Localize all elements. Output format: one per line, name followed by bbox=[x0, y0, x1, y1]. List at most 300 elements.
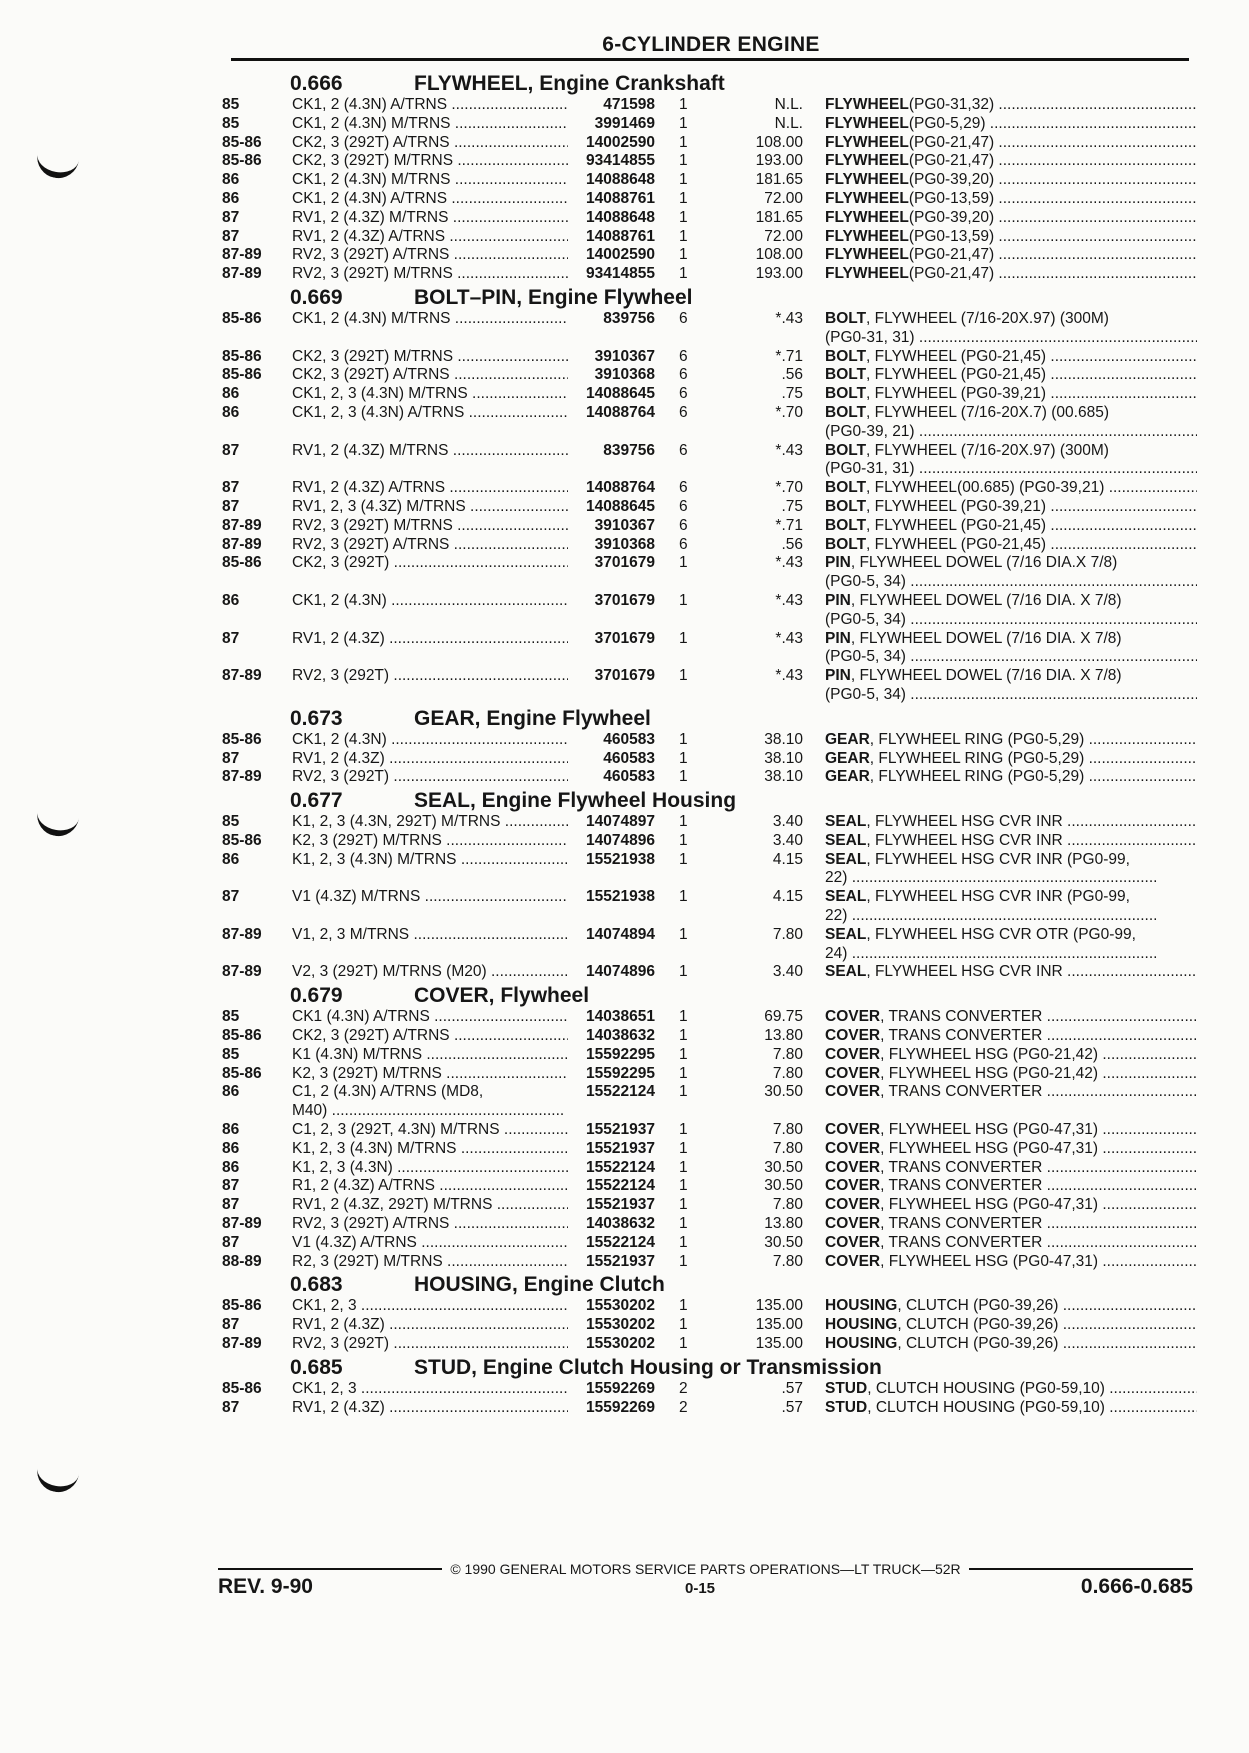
application bbox=[292, 1380, 568, 1399]
quantity: 6 bbox=[679, 441, 688, 459]
description-line bbox=[825, 310, 1197, 329]
part-row bbox=[222, 1196, 1197, 1215]
application-line: RV2, 3 (292T) ..... bbox=[292, 768, 568, 787]
description-line bbox=[825, 1196, 1197, 1215]
description-text: , FLYWHEEL HSG (PG0-21,42) bbox=[880, 1064, 1099, 1082]
application-line: CK2, 3 (292T) A/TRNS ..... bbox=[292, 134, 568, 153]
price: 3.40 bbox=[772, 963, 803, 981]
part-row bbox=[222, 265, 1197, 284]
description-keyword: GEAR bbox=[825, 768, 870, 786]
price: *.71 bbox=[775, 516, 803, 534]
price: 193.00 bbox=[755, 265, 803, 283]
application bbox=[292, 1215, 568, 1234]
description-keyword: FLYWHEEL bbox=[825, 114, 909, 132]
application bbox=[292, 1159, 568, 1178]
description bbox=[825, 1065, 1197, 1084]
model-year: 87-89 bbox=[222, 265, 262, 283]
model-year: 86 bbox=[222, 850, 240, 868]
price: 38.10 bbox=[764, 768, 803, 786]
description-text: , TRANS CONVERTER bbox=[880, 1008, 1043, 1026]
description-text: (PG0-13,59) bbox=[908, 227, 995, 245]
description-text: (PG0-21,47) bbox=[908, 246, 995, 264]
price: 181.65 bbox=[755, 208, 803, 226]
quantity: 1 bbox=[679, 888, 688, 906]
description-keyword: HOUSING bbox=[825, 1297, 898, 1315]
price: .57 bbox=[781, 1398, 803, 1416]
model-year: 85-86 bbox=[222, 1379, 262, 1397]
part-number: 471598 bbox=[603, 96, 655, 113]
part-row bbox=[222, 1159, 1197, 1178]
description bbox=[825, 171, 1197, 190]
part-row bbox=[222, 1177, 1197, 1196]
part-number: 15521937 bbox=[586, 1252, 655, 1270]
quantity: 6 bbox=[679, 385, 688, 403]
description-line bbox=[825, 630, 1197, 649]
part-number: 3910367 bbox=[594, 347, 655, 365]
price: 108.00 bbox=[755, 133, 803, 151]
application-line: R2, 3 (292T) M/TRNS ..... bbox=[292, 1253, 568, 1272]
page-title: 6-CYLINDER ENGINE bbox=[602, 33, 820, 56]
application-line: V1 (4.3Z) A/TRNS ..... bbox=[292, 1234, 568, 1253]
model-year: 85-86 bbox=[222, 730, 262, 748]
description bbox=[825, 209, 1197, 228]
application bbox=[292, 813, 568, 832]
description-line bbox=[825, 1027, 1197, 1046]
description bbox=[825, 442, 1197, 480]
part-row bbox=[222, 1335, 1197, 1354]
model-year: 87-89 bbox=[222, 768, 262, 786]
part-row bbox=[222, 768, 1197, 787]
section-header bbox=[222, 1271, 1197, 1297]
application bbox=[292, 1008, 568, 1027]
application bbox=[292, 190, 568, 209]
part-row bbox=[222, 1140, 1197, 1159]
model-year: 86 bbox=[222, 1083, 240, 1101]
quantity: 1 bbox=[679, 227, 688, 245]
part-row bbox=[222, 963, 1197, 982]
description-text: , FLYWHEEL HSG CVR INR bbox=[866, 813, 1063, 831]
part-number: 3910367 bbox=[594, 516, 655, 534]
description-text: (PG0-21,47) bbox=[908, 133, 995, 151]
part-number: 460583 bbox=[603, 730, 655, 748]
application-line: RV1, 2, 3 (4.3Z) M/TRNS ..... bbox=[292, 498, 568, 517]
description-keyword: SEAL bbox=[825, 813, 867, 831]
description-line bbox=[825, 96, 1197, 115]
description-text: , FLYWHEEL (PG0-21,45) bbox=[866, 535, 1047, 553]
price: 108.00 bbox=[755, 246, 803, 264]
description-text: , FLYWHEEL (7/16-20X.7) (00.685) bbox=[866, 403, 1109, 421]
application bbox=[292, 1335, 568, 1354]
application bbox=[292, 592, 568, 611]
part-number: 15521938 bbox=[586, 888, 655, 906]
part-number: 3701679 bbox=[594, 591, 655, 609]
model-year: 87 bbox=[222, 1196, 240, 1214]
description-keyword: SEAL bbox=[825, 850, 867, 868]
description-keyword: COVER bbox=[825, 1196, 881, 1214]
application-line: CK1, 2 (4.3N) A/TRNS ..... bbox=[292, 96, 568, 115]
description-text: 24) bbox=[825, 944, 848, 962]
quantity: 1 bbox=[679, 1045, 688, 1063]
application-line: CK1, 2, 3 (4.3N) M/TRNS ..... bbox=[292, 385, 568, 404]
section-number: 0.677 bbox=[290, 789, 343, 813]
part-row bbox=[222, 851, 1197, 889]
description bbox=[825, 190, 1197, 209]
application bbox=[292, 1027, 568, 1046]
price: N.L. bbox=[774, 114, 803, 132]
description-line bbox=[825, 768, 1197, 787]
model-year: 85-86 bbox=[222, 309, 262, 327]
part-row bbox=[222, 115, 1197, 134]
description-keyword: BOLT bbox=[825, 309, 867, 327]
description bbox=[825, 963, 1197, 982]
description-line bbox=[825, 329, 1197, 348]
description-line bbox=[825, 1159, 1197, 1178]
part-number: 15522124 bbox=[586, 1233, 655, 1251]
section-title: HOUSING, Engine Clutch bbox=[414, 1273, 665, 1297]
description-text: , TRANS CONVERTER bbox=[880, 1233, 1043, 1251]
model-year: 87-89 bbox=[222, 516, 262, 534]
description-text: (PG0-31, 31) bbox=[825, 460, 915, 478]
application-line: CK1, 2 (4.3N) M/TRNS ..... bbox=[292, 115, 568, 134]
description bbox=[825, 1399, 1197, 1418]
part-number: 14088645 bbox=[586, 385, 655, 403]
description bbox=[825, 228, 1197, 247]
part-row bbox=[222, 1008, 1197, 1027]
quantity: 1 bbox=[679, 1139, 688, 1157]
application-line: RV2, 3 (292T) A/TRNS ..... bbox=[292, 1215, 568, 1234]
price: *.70 bbox=[775, 403, 803, 421]
price: *.43 bbox=[775, 309, 803, 327]
description-keyword: PIN bbox=[825, 629, 851, 647]
application bbox=[292, 1253, 568, 1272]
quantity: 1 bbox=[679, 925, 688, 943]
price: N.L. bbox=[774, 96, 803, 113]
application bbox=[292, 1065, 568, 1084]
part-number: 839756 bbox=[603, 309, 655, 327]
description-line bbox=[825, 1253, 1197, 1272]
application-line: CK2, 3 (292T) A/TRNS ..... bbox=[292, 366, 568, 385]
part-number: 14038632 bbox=[586, 1215, 655, 1233]
description-text: (PG0-39,20) bbox=[908, 171, 995, 189]
section-title: STUD, Engine Clutch Housing or Transmission bbox=[414, 1355, 882, 1379]
description-keyword: FLYWHEEL bbox=[825, 96, 909, 113]
price: 7.80 bbox=[772, 925, 803, 943]
part-number: 15592269 bbox=[586, 1398, 655, 1416]
price: 181.65 bbox=[755, 171, 803, 189]
quantity: 1 bbox=[679, 265, 688, 283]
description-line bbox=[825, 498, 1197, 517]
price: 7.80 bbox=[772, 1252, 803, 1270]
model-year: 87 bbox=[222, 1177, 240, 1195]
model-year: 87-89 bbox=[222, 667, 262, 685]
description-keyword: FLYWHEEL bbox=[825, 189, 909, 207]
part-number: 3701679 bbox=[594, 667, 655, 685]
application bbox=[292, 731, 568, 750]
part-number: 3701679 bbox=[594, 554, 655, 572]
part-number: 14038632 bbox=[586, 1027, 655, 1045]
description-keyword: HOUSING bbox=[825, 1335, 898, 1353]
description-text: (PG0-31,32) bbox=[908, 96, 995, 113]
price: *.70 bbox=[775, 479, 803, 497]
description-keyword: BOLT bbox=[825, 366, 867, 384]
quantity: 2 bbox=[679, 1379, 688, 1397]
price: .75 bbox=[781, 385, 803, 403]
part-number: 3991469 bbox=[594, 114, 655, 132]
part-row bbox=[222, 1027, 1197, 1046]
description-text: , FLYWHEEL (PG0-39,21) bbox=[866, 385, 1047, 403]
description-keyword: FLYWHEEL bbox=[825, 171, 909, 189]
part-number: 15522124 bbox=[586, 1083, 655, 1101]
part-row bbox=[222, 1297, 1197, 1316]
model-year: 86 bbox=[222, 189, 240, 207]
description-text: , TRANS CONVERTER bbox=[880, 1158, 1043, 1176]
part-row bbox=[222, 926, 1197, 964]
application bbox=[292, 750, 568, 769]
part-row bbox=[222, 479, 1197, 498]
application bbox=[292, 630, 568, 649]
part-number: 15530202 bbox=[586, 1316, 655, 1334]
description-keyword: BOLT bbox=[825, 441, 867, 459]
description bbox=[825, 888, 1197, 926]
description-text: , TRANS CONVERTER bbox=[880, 1027, 1043, 1045]
description-text: , FLYWHEEL HSG (PG0-47,31) bbox=[880, 1121, 1099, 1139]
description-keyword: SEAL bbox=[825, 831, 867, 849]
description-text: (PG0-5,29) bbox=[908, 114, 986, 132]
model-year: 87-89 bbox=[222, 535, 262, 553]
description-text: (PG0-21,47) bbox=[908, 265, 995, 283]
application bbox=[292, 366, 568, 385]
application bbox=[292, 96, 568, 115]
quantity: 6 bbox=[679, 309, 688, 327]
price: 72.00 bbox=[764, 189, 803, 207]
description-line bbox=[825, 592, 1197, 611]
application-line: C1, 2 (4.3N) A/TRNS (MD8, bbox=[292, 1083, 484, 1101]
description-keyword: BOLT bbox=[825, 403, 867, 421]
description-line bbox=[825, 731, 1197, 750]
description-text: (PG0-31, 31) bbox=[825, 328, 915, 346]
quantity: 1 bbox=[679, 768, 688, 786]
description-line bbox=[825, 423, 1197, 442]
quantity: 1 bbox=[679, 1297, 688, 1315]
model-year: 85 bbox=[222, 114, 240, 132]
description-text: (PG0-13,59) bbox=[908, 189, 995, 207]
price: 7.80 bbox=[772, 1064, 803, 1082]
description-line bbox=[825, 611, 1197, 630]
part-number: 15521937 bbox=[586, 1121, 655, 1139]
application-line: C1, 2, 3 (292T, 4.3N) M/TRNS ..... bbox=[292, 1121, 568, 1140]
description-line bbox=[825, 1316, 1197, 1335]
description-text: , TRANS CONVERTER bbox=[880, 1083, 1043, 1101]
quantity: 1 bbox=[679, 629, 688, 647]
model-year: 87-89 bbox=[222, 1215, 262, 1233]
description-line bbox=[825, 750, 1197, 769]
description-text: , FLYWHEEL (PG0-21,45) bbox=[866, 516, 1047, 534]
application-line: CK1, 2, 3 (4.3N) A/TRNS ..... bbox=[292, 404, 568, 423]
application-line: V1, 2, 3 M/TRNS ..... bbox=[292, 926, 568, 945]
description bbox=[825, 265, 1197, 284]
part-row bbox=[222, 404, 1197, 442]
description-text: (PG0-21,47) bbox=[908, 152, 995, 170]
price: .75 bbox=[781, 497, 803, 515]
price: .57 bbox=[781, 1379, 803, 1397]
part-row bbox=[222, 1380, 1197, 1399]
description-text: , FLYWHEEL DOWEL (7/16 DIA.X 7/8) bbox=[850, 554, 1118, 572]
model-year: 87 bbox=[222, 227, 240, 245]
description-keyword: COVER bbox=[825, 1233, 881, 1251]
part-number: 460583 bbox=[603, 768, 655, 786]
application bbox=[292, 963, 568, 982]
description-line bbox=[825, 1297, 1197, 1316]
model-year: 85-86 bbox=[222, 831, 262, 849]
part-number: 14088645 bbox=[586, 497, 655, 515]
model-year: 87-89 bbox=[222, 246, 262, 264]
description-line bbox=[825, 573, 1197, 592]
description bbox=[825, 498, 1197, 517]
application bbox=[292, 1196, 568, 1215]
price: *.43 bbox=[775, 591, 803, 609]
part-row bbox=[222, 1399, 1197, 1418]
description-keyword: COVER bbox=[825, 1215, 881, 1233]
binder-hole-mark bbox=[34, 805, 80, 840]
price: 30.50 bbox=[764, 1158, 803, 1176]
application-line: RV1, 2 (4.3Z) M/TRNS ..... bbox=[292, 209, 568, 228]
description-line bbox=[825, 1177, 1197, 1196]
description-text: , FLYWHEEL HSG CVR INR (PG0-99, bbox=[866, 850, 1130, 868]
quantity: 1 bbox=[679, 189, 688, 207]
description bbox=[825, 630, 1197, 668]
application-line: RV1, 2 (4.3Z) ..... bbox=[292, 750, 568, 769]
description-text: , FLYWHEEL HSG (PG0-47,31) bbox=[880, 1252, 1099, 1270]
description bbox=[825, 348, 1197, 367]
application-line: RV1, 2 (4.3Z) ..... bbox=[292, 630, 568, 649]
quantity: 1 bbox=[679, 749, 688, 767]
section-number: 0.685 bbox=[290, 1355, 343, 1379]
application bbox=[292, 536, 568, 555]
description bbox=[825, 1335, 1197, 1354]
price: *.43 bbox=[775, 441, 803, 459]
description-text: , FLYWHEEL HSG CVR INR bbox=[866, 831, 1063, 849]
price: 7.80 bbox=[772, 1121, 803, 1139]
description-keyword: COVER bbox=[825, 1177, 881, 1195]
application-line: K1, 2, 3 (4.3N) M/TRNS ..... bbox=[292, 851, 568, 870]
description-text: , FLYWHEEL(00.685) (PG0-39,21) bbox=[866, 479, 1105, 497]
price: 69.75 bbox=[764, 1008, 803, 1026]
quantity: 1 bbox=[679, 730, 688, 748]
description bbox=[825, 1234, 1197, 1253]
description-line bbox=[825, 404, 1197, 423]
price: 13.80 bbox=[764, 1215, 803, 1233]
quantity: 1 bbox=[679, 1196, 688, 1214]
part-row bbox=[222, 813, 1197, 832]
description bbox=[825, 1380, 1197, 1399]
section-number: 0.679 bbox=[290, 984, 343, 1008]
quantity: 1 bbox=[679, 152, 688, 170]
description-line bbox=[825, 869, 1197, 888]
application-line: R1, 2 (4.3Z) A/TRNS ..... bbox=[292, 1177, 568, 1196]
price: 135.00 bbox=[755, 1335, 803, 1353]
part-number: 14088761 bbox=[586, 189, 655, 207]
price: 7.80 bbox=[772, 1196, 803, 1214]
model-year: 85-86 bbox=[222, 1297, 262, 1315]
description-line bbox=[825, 888, 1197, 907]
footer-revision: REV. 9-90 bbox=[218, 1575, 313, 1598]
description-keyword: FLYWHEEL bbox=[825, 208, 909, 226]
part-number: 14002590 bbox=[586, 246, 655, 264]
description-text: , TRANS CONVERTER bbox=[880, 1215, 1043, 1233]
part-row bbox=[222, 1121, 1197, 1140]
description-keyword: COVER bbox=[825, 1158, 881, 1176]
part-number: 14074897 bbox=[586, 813, 655, 831]
application bbox=[292, 768, 568, 787]
price: *.43 bbox=[775, 629, 803, 647]
description-line bbox=[825, 385, 1197, 404]
description-line bbox=[825, 1140, 1197, 1159]
price: 13.80 bbox=[764, 1027, 803, 1045]
description-keyword: COVER bbox=[825, 1139, 881, 1157]
description-keyword: FLYWHEEL bbox=[825, 152, 909, 170]
part-number: 15522124 bbox=[586, 1158, 655, 1176]
description bbox=[825, 926, 1197, 964]
model-year: 86 bbox=[222, 403, 240, 421]
part-row bbox=[222, 1215, 1197, 1234]
description-text: (PG0-5, 34) bbox=[825, 610, 906, 628]
model-year: 88-89 bbox=[222, 1252, 262, 1270]
part-row bbox=[222, 750, 1197, 769]
application bbox=[292, 442, 568, 461]
part-number: 839756 bbox=[603, 441, 655, 459]
description-text: (PG0-5, 34) bbox=[825, 573, 906, 591]
model-year: 85-86 bbox=[222, 347, 262, 365]
description-text: , FLYWHEEL HSG (PG0-47,31) bbox=[880, 1139, 1099, 1157]
part-number: 14074896 bbox=[586, 963, 655, 981]
description-keyword: STUD bbox=[825, 1379, 868, 1397]
quantity: 2 bbox=[679, 1398, 688, 1416]
model-year: 87 bbox=[222, 888, 240, 906]
application-line: K1, 2, 3 (4.3N) ..... bbox=[292, 1159, 568, 1178]
description-line bbox=[825, 115, 1197, 134]
application bbox=[292, 1046, 568, 1065]
part-number: 15521938 bbox=[586, 850, 655, 868]
model-year: 85-86 bbox=[222, 554, 262, 572]
quantity: 1 bbox=[679, 246, 688, 264]
application bbox=[292, 832, 568, 851]
application-line: K1, 2, 3 (4.3N) M/TRNS ..... bbox=[292, 1140, 568, 1159]
application bbox=[292, 246, 568, 265]
description-keyword: COVER bbox=[825, 1008, 881, 1026]
description-keyword: COVER bbox=[825, 1045, 881, 1063]
description-line bbox=[825, 209, 1197, 228]
description bbox=[825, 479, 1197, 498]
part-number: 15522124 bbox=[586, 1177, 655, 1195]
description bbox=[825, 592, 1197, 630]
description bbox=[825, 1253, 1197, 1272]
description-line bbox=[825, 813, 1197, 832]
application-line: CK1, 2, 3 ..... bbox=[292, 1380, 568, 1399]
part-number: 14088764 bbox=[586, 403, 655, 421]
application bbox=[292, 888, 568, 907]
description-line bbox=[825, 134, 1197, 153]
section-title: SEAL, Engine Flywheel Housing bbox=[414, 789, 737, 813]
quantity: 6 bbox=[679, 497, 688, 515]
application bbox=[292, 348, 568, 367]
description-keyword: COVER bbox=[825, 1027, 881, 1045]
description-line bbox=[825, 228, 1197, 247]
model-year: 85 bbox=[222, 96, 240, 113]
part-row bbox=[222, 1065, 1197, 1084]
model-year: 87-89 bbox=[222, 963, 262, 981]
application bbox=[292, 517, 568, 536]
quantity: 1 bbox=[679, 667, 688, 685]
